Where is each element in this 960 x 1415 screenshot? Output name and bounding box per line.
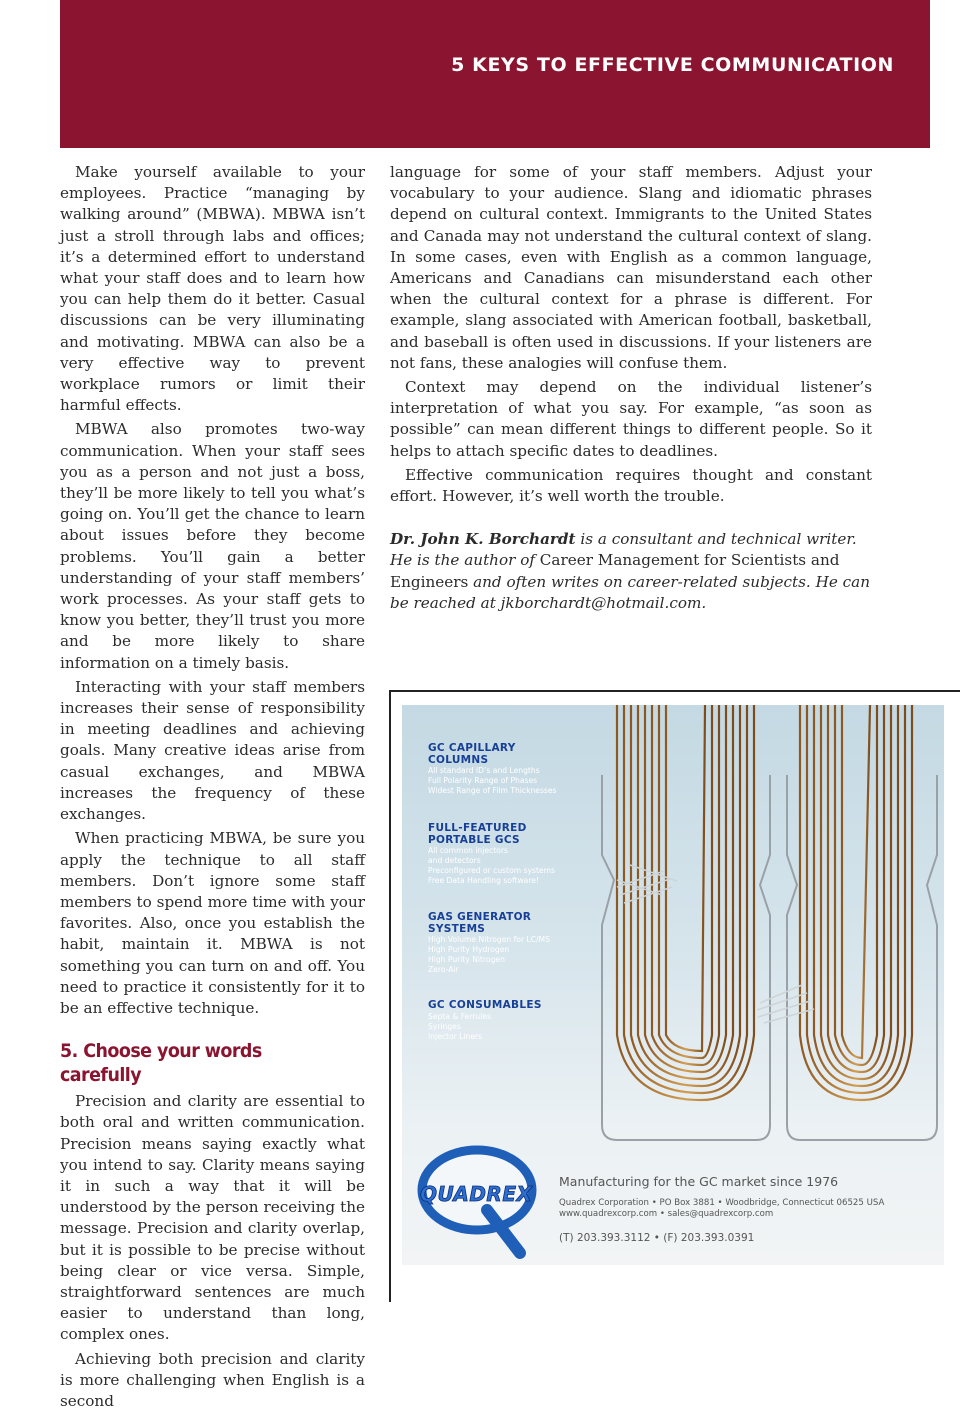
book-title: Career Management for Scientists and Engineers	[390, 551, 840, 591]
right-column-coil	[800, 705, 912, 1100]
ad-heading: GC CONSUMABLES	[428, 999, 542, 1011]
right-column	[390, 162, 872, 617]
left-column	[60, 162, 365, 1415]
paragraph: MBWA also promotes two-way communication. When your staff sees you as a person and not just a boss, they’ll be more likely to tell you what’s going on. You’ll get the chance to learn about issues before they become problems. You’ll gain a better understanding of your staff members’ work processes. As your staff gets to know you better, they’ll trust you more and be more likely to share information on a timely basis.	[60, 420, 365, 672]
ad-line: and detectors	[428, 856, 481, 865]
ad-line: Full Polarity Range of Phases	[428, 776, 538, 785]
ad-phones: (T) 203.393.3112 • (F) 203.393.0391	[559, 1232, 755, 1244]
paragraph: Interacting with your staff members increases their sense of responsibility in meeting deadlines and achieving goals. Many creative ideas arise from casual exchanges, and MBWA increases the frequency of these exchanges.	[60, 677, 365, 824]
ad-line: All common injectors	[428, 846, 508, 855]
ad-heading: SYSTEMS	[428, 922, 486, 935]
ad-tagline: Manufacturing for the GC market since 1976	[559, 1174, 839, 1189]
author-name: Dr. John K. Borchardt	[390, 530, 576, 549]
left-column-coil	[617, 705, 754, 1100]
ad-line: Septa & Ferrules	[428, 1011, 491, 1021]
paragraph: Effective communication requires thought and constant effort. However, it’s well worth the trouble.	[390, 465, 872, 506]
paragraph: Precision and clarity are essential to both oral and written communication. Precision means saying exactly what you intend to say. Clarity means saying it in such a way that it will be understood by the person receiving the message. Precision and clarity overlap, but it is possible to be precise without being clear or vice versa. Simple, straightforward sentences are much easier to understand than long, complex ones.	[60, 1092, 365, 1344]
paragraph: When practicing MBWA, be sure you apply the technique to all staff members. Don’t ignore some staff members to spend more time with your favorites. Also, once you establish the habit, maintain it. MBWA is not something you can turn on and off. You need to practice it consistently for it to be an effective technique.	[60, 829, 365, 1017]
quadrex-logo-text: QUADREX	[420, 1182, 533, 1206]
header-band	[60, 0, 930, 148]
ad-web-email[interactable]: www.quadrexcorp.com • sales@quadrexcorp.com	[559, 1209, 774, 1219]
ad-heading: COLUMNS	[428, 753, 489, 766]
ad-line: High Purity Nitrogen	[428, 955, 505, 964]
ad-block-gas-generator	[428, 912, 628, 975]
header-title: 5 KEYS TO EFFECTIVE COMMUNICATION	[451, 54, 894, 76]
paragraph: Achieving both precision and clarity is more challenging when English is a second	[60, 1349, 365, 1410]
ad-heading: FULL-FEATURED	[428, 822, 527, 834]
paragraph: Context may depend on the individual listener’s interpretation of what you say. For example, “as soon as possible” can mean different things to different people. So it helps to attach specific dates to deadlines.	[390, 378, 872, 460]
ad-line: Preconfigured or custom systems	[428, 866, 555, 875]
ad-line: Widest Range of Film Thicknesses	[428, 786, 557, 795]
ad-address	[559, 1198, 884, 1220]
section-heading: 5. Choose your words carefully	[60, 1040, 262, 1087]
quadrex-advertisement[interactable]	[402, 705, 944, 1265]
bio-text: is a consultant and technical writer. He is the author of	[390, 530, 857, 570]
coil-wraps	[617, 865, 814, 1023]
paragraph: Make yourself available to your employees. Practice “managing by walking around” (MBWA). MBWA isn’t just a stroll through labs and offices; it’s a determined effort to understand what your staff does and to learn how you can help them do it better. Casual discussions can be very illuminating and motivating. MBWA can also be a very effective way to prevent workplace rumors or limit their harmful effects.	[60, 163, 365, 415]
ad-block-portable	[428, 823, 628, 886]
ad-heading: GAS GENERATOR	[428, 911, 532, 923]
ad-line: Free Data Handling software!	[428, 876, 539, 885]
paragraph: language for some of your staff members. Adjust your vocabulary to your audience. Slang and idiomatic phrases depend on cultural context. Immigrants to the United States and Canada may not understand the cultural context of slang. In some cases, even with English as a common language, Americans and Canadians can misunderstand each other when the cultural context for a phrase is different. For example, slang associated with American football, basketball, and baseball is often used in discussions. If your listeners are not fans, these analogies will confuse them.	[390, 163, 872, 372]
ad-line: Zero-Air	[428, 965, 459, 974]
ad-line: High Volume Nitrogen for LC/MS	[428, 935, 550, 944]
ad-block-consumables	[428, 1000, 628, 1042]
ad-line: Syringes	[428, 1021, 461, 1031]
bio-text: and often writes on career-related subjects. He can be reached at jkborchardt@hotmail.com.	[390, 572, 870, 612]
ad-block-capillary	[428, 743, 628, 796]
ad-line: Injector Liners	[428, 1031, 483, 1041]
ad-line: High Purity Hydrogen	[428, 945, 510, 954]
ad-heading: GC CAPILLARY	[428, 742, 516, 754]
author-bio	[390, 529, 872, 614]
ad-address-line: Quadrex Corporation • PO Box 3881 • Woodbridge, Connecticut 06525 USA	[559, 1198, 885, 1208]
ad-heading: PORTABLE GCS	[428, 833, 520, 846]
ad-line: All standard ID’s and Lengths	[428, 766, 540, 775]
